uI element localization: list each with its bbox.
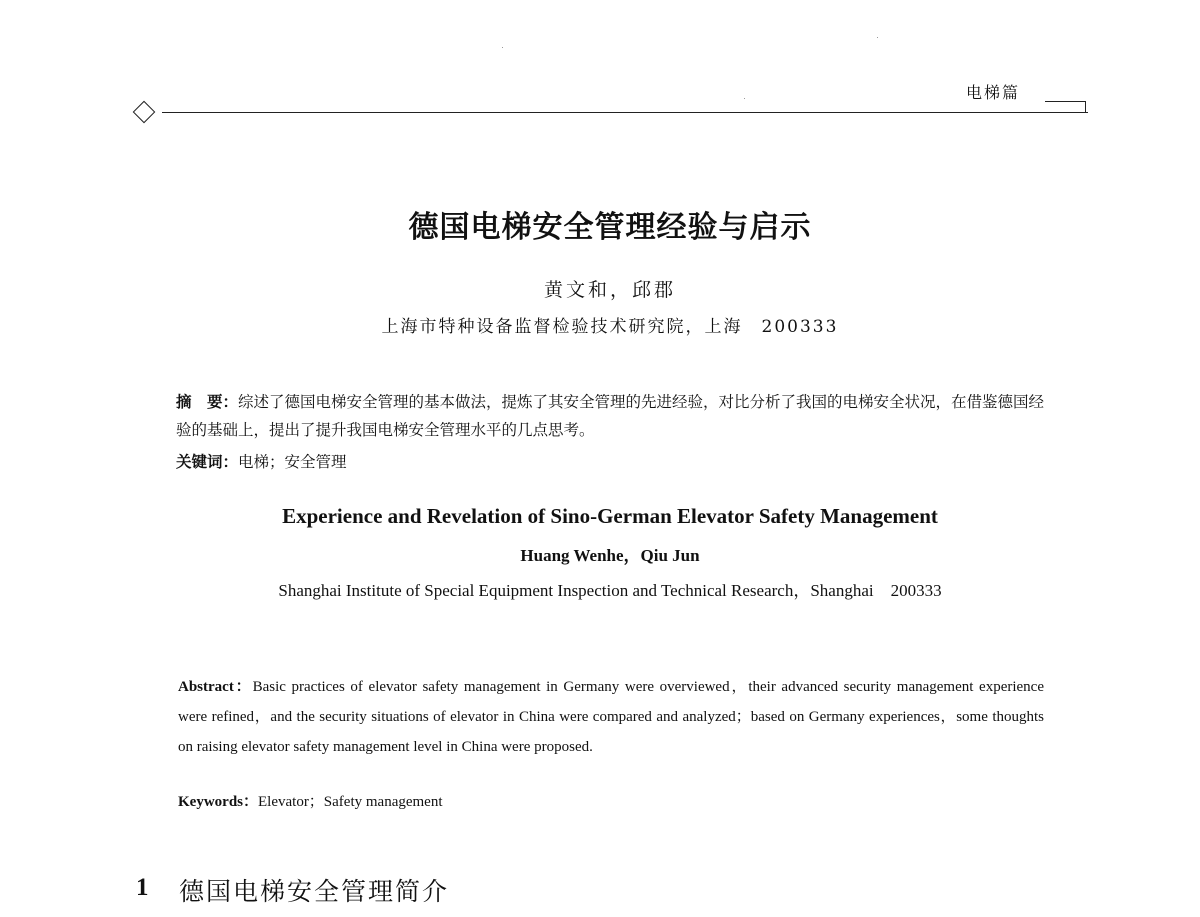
english-title: Experience and Revelation of Sino-German Elevator Safety Management [282, 504, 938, 528]
english-authors: Huang Wenhe，Qiu Jun [520, 546, 700, 565]
chinese-keywords [176, 450, 347, 474]
header-section-label: 电梯篇 [966, 83, 1021, 102]
chinese-abstract-text: 综述了德国电梯安全管理的基本做法，提炼了其安全管理的先进经验，对比分析了我国的电梯安全状况，在借鉴德国经验的基础上，提出了提升我国电梯安全管理水平的几点思考。 [176, 393, 1045, 439]
chinese-authors: 黄文和，邱郡 [543, 279, 676, 301]
english-keywords-text: Elevator；Safety management [258, 794, 443, 810]
section-number: 1 [136, 874, 149, 901]
scan-speck [744, 98, 745, 99]
chinese-abstract [176, 388, 1056, 444]
header-rule [162, 112, 1088, 113]
english-keywords [178, 790, 443, 811]
english-abstract-label: Abstract： [178, 679, 253, 695]
header-tab-ornament [1045, 101, 1086, 112]
chinese-affiliation: 上海市特种设备监督检验技术研究院，上海 200333 [381, 317, 839, 337]
english-affiliation: Shanghai Institute of Special Equipment Inspection and Technical Research，Shanghai 200333 [278, 581, 942, 600]
chinese-keywords-text: 电梯；安全管理 [238, 453, 347, 471]
chinese-abstract-label: 摘 要： [176, 392, 239, 411]
chinese-keywords-label: 关键词： [176, 452, 239, 471]
english-abstract-text: Basic practices of elevator safety management in Germany were overviewed，their advanced security management experience were refined，and the security situations of elevator in China were compared and analyzed；based on Germany experiences，some thoughts on raising elevator safety management level in China were proposed. [178, 679, 1044, 755]
chinese-title: 德国电梯安全管理经验与启示 [408, 210, 812, 245]
header-diamond-ornament [133, 101, 156, 124]
english-abstract [178, 672, 1044, 762]
scan-speck [502, 47, 503, 48]
english-keywords-label: Keywords： [178, 794, 258, 810]
section-title: 德国电梯安全管理简介 [179, 877, 450, 906]
scan-speck [877, 37, 878, 38]
